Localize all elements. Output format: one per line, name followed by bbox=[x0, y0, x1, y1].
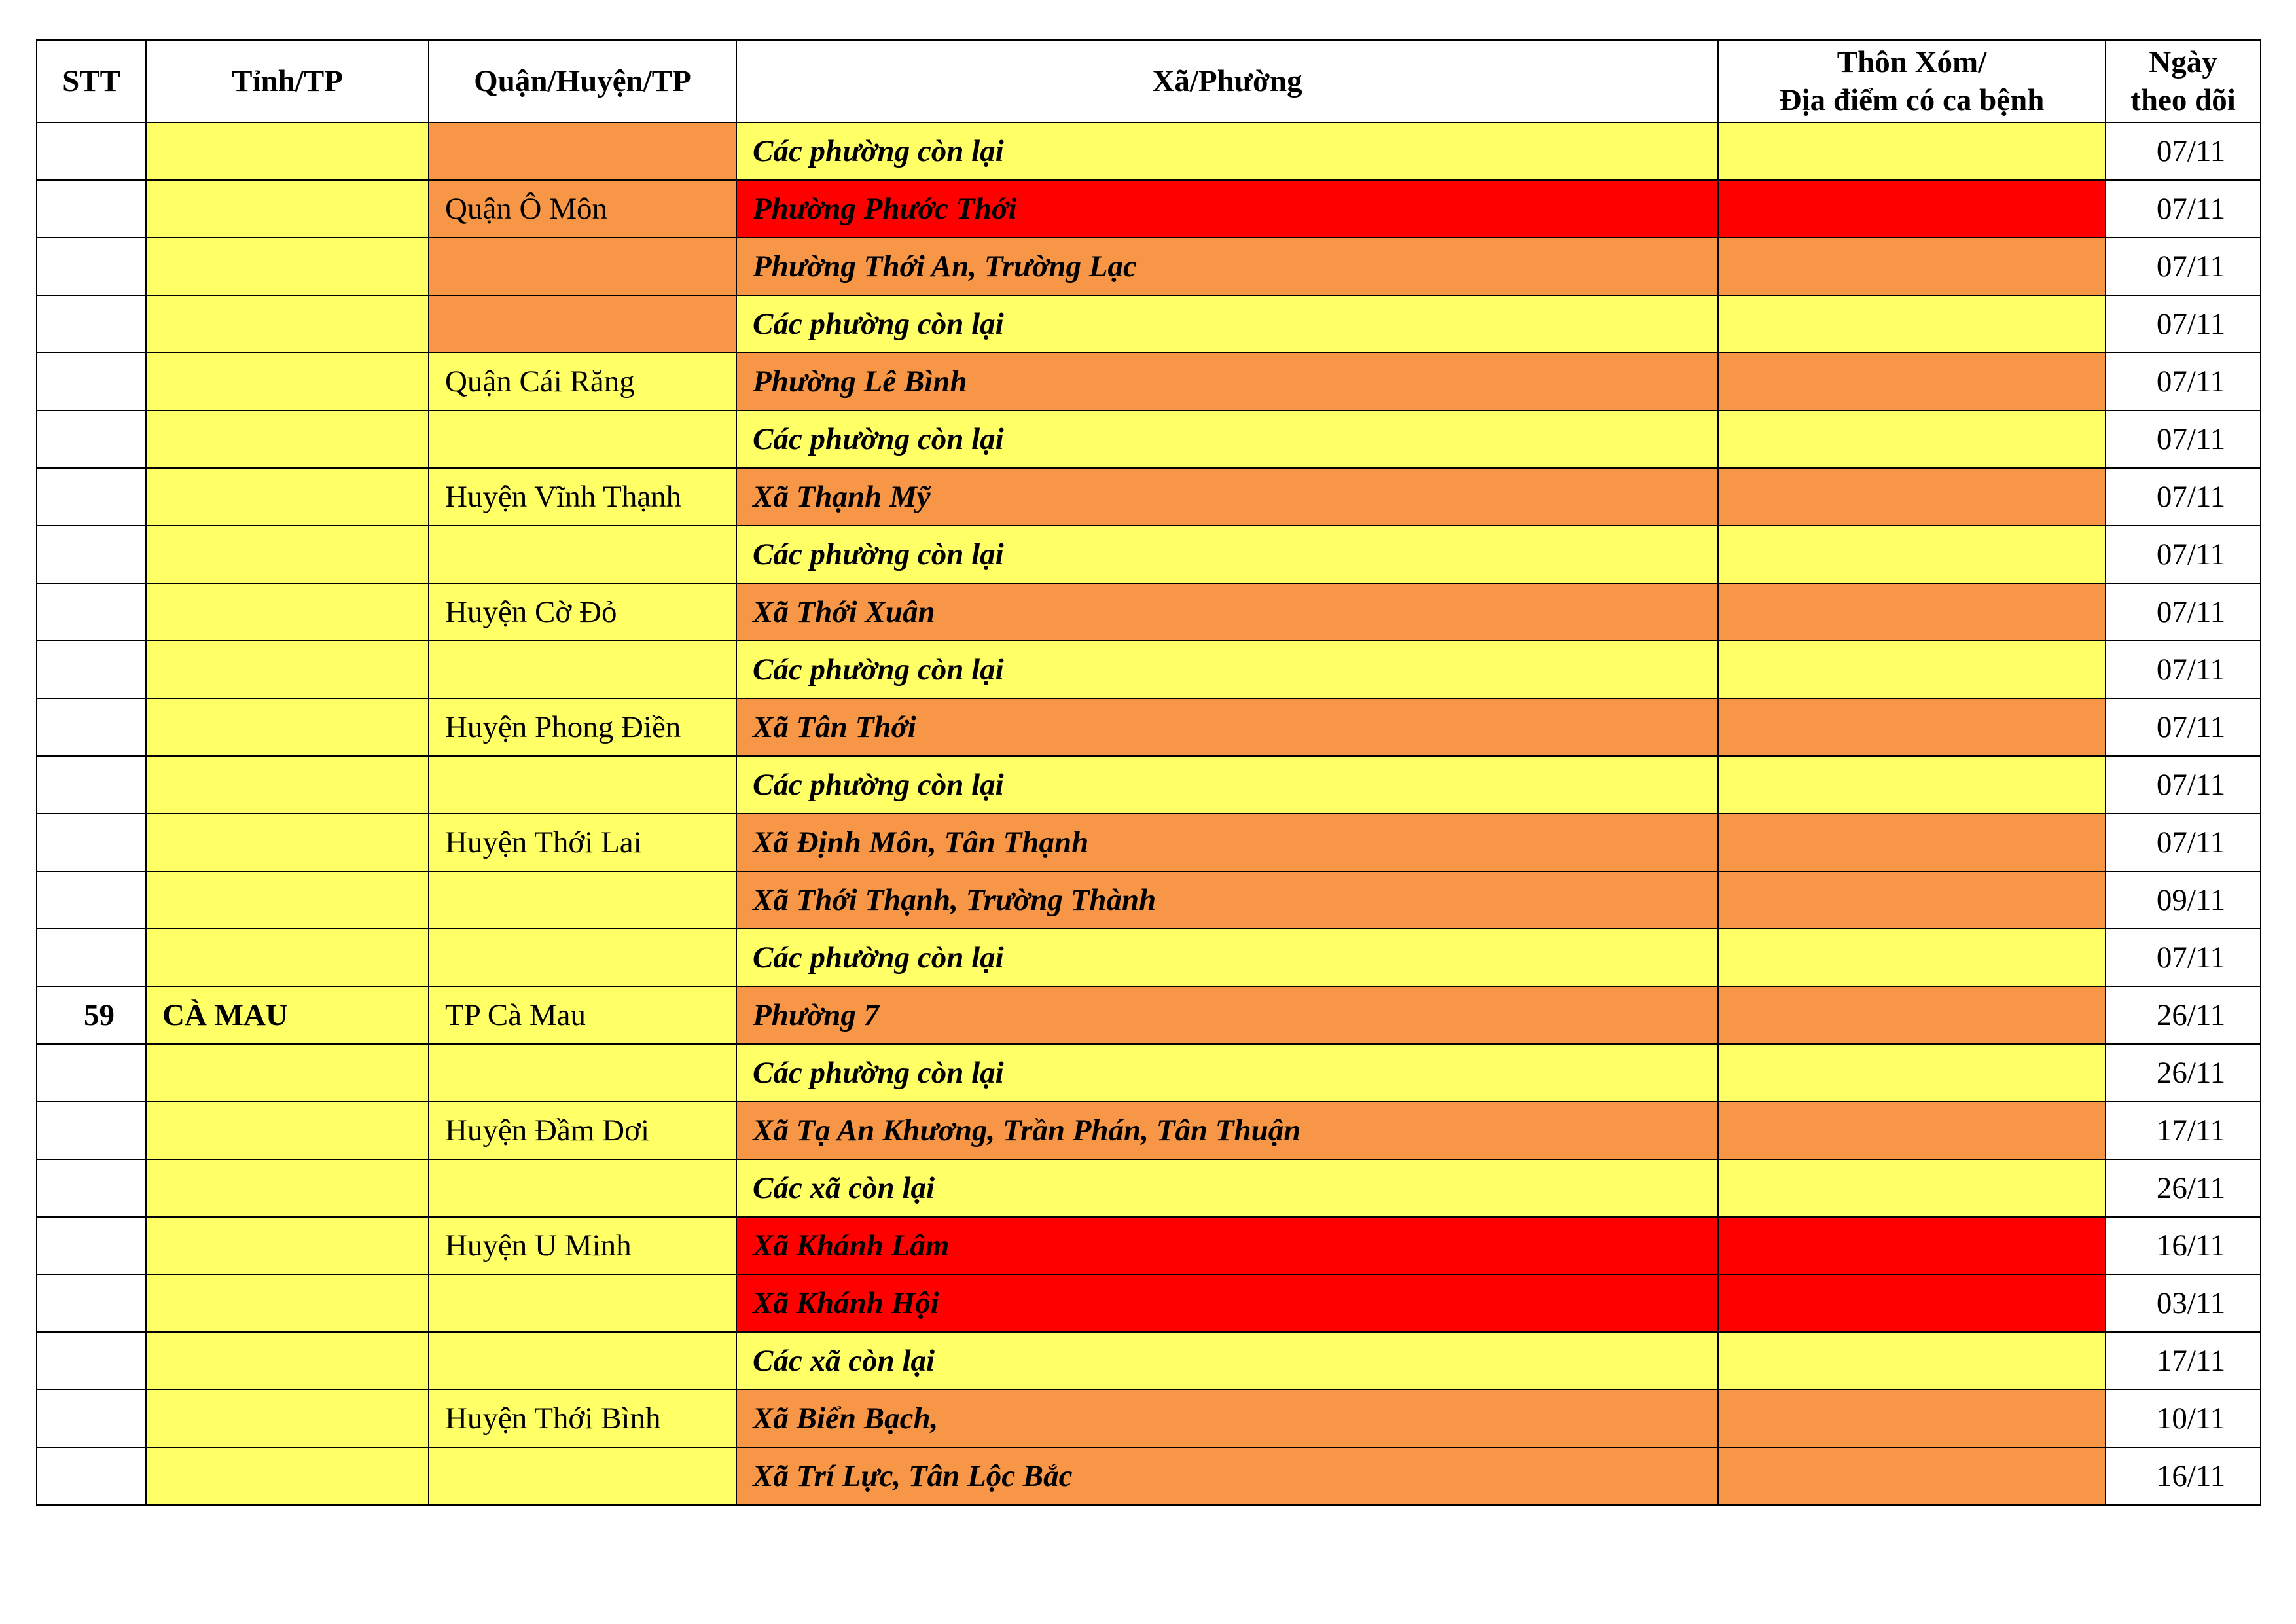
cell-province bbox=[146, 583, 429, 641]
cell-ward: Phường Thới An, Trường Lạc bbox=[736, 238, 1718, 295]
cell-stt bbox=[37, 410, 146, 468]
cell-stt bbox=[37, 295, 146, 353]
table-row bbox=[37, 1390, 2261, 1447]
cell-date: 07/11 bbox=[2106, 526, 2261, 583]
cell-stt bbox=[37, 353, 146, 410]
cell-stt bbox=[37, 1447, 146, 1505]
cell-district bbox=[429, 526, 736, 583]
table-row bbox=[37, 698, 2261, 756]
cell-hamlet bbox=[1718, 583, 2106, 641]
cell-province bbox=[146, 295, 429, 353]
cell-date: 16/11 bbox=[2106, 1447, 2261, 1505]
header-province: Tỉnh/TP bbox=[146, 40, 429, 122]
cell-ward: Các phường còn lại bbox=[736, 929, 1718, 986]
header-hamlet-line2: Địa điểm có ca bệnh bbox=[1779, 83, 2045, 117]
cell-stt bbox=[37, 814, 146, 871]
table-row bbox=[37, 1044, 2261, 1102]
cell-district bbox=[429, 410, 736, 468]
cell-stt bbox=[37, 1044, 146, 1102]
cell-hamlet bbox=[1718, 1332, 2106, 1390]
cell-hamlet bbox=[1718, 353, 2106, 410]
cell-hamlet bbox=[1718, 1044, 2106, 1102]
cell-date: 07/11 bbox=[2106, 295, 2261, 353]
cell-hamlet bbox=[1718, 814, 2106, 871]
cell-ward: Phường Lê Bình bbox=[736, 353, 1718, 410]
cell-district: Quận Ô Môn bbox=[429, 180, 736, 238]
cell-hamlet bbox=[1718, 1159, 2106, 1217]
header-stt: STT bbox=[37, 40, 146, 122]
table-row bbox=[37, 122, 2261, 180]
table-row bbox=[37, 641, 2261, 698]
table-row bbox=[37, 929, 2261, 986]
cell-date: 26/11 bbox=[2106, 986, 2261, 1044]
cell-ward: Xã Khánh Hội bbox=[736, 1274, 1718, 1332]
header-row bbox=[37, 40, 2261, 122]
cell-hamlet bbox=[1718, 1390, 2106, 1447]
table-row bbox=[37, 526, 2261, 583]
cell-hamlet bbox=[1718, 468, 2106, 526]
cell-date: 07/11 bbox=[2106, 756, 2261, 814]
table-row bbox=[37, 180, 2261, 238]
cell-ward: Xã Tân Thới bbox=[736, 698, 1718, 756]
table-row bbox=[37, 756, 2261, 814]
cell-hamlet bbox=[1718, 871, 2106, 929]
table-row bbox=[37, 1217, 2261, 1274]
cell-district: Huyện Đầm Dơi bbox=[429, 1102, 736, 1159]
cell-date: 17/11 bbox=[2106, 1332, 2261, 1390]
cell-district: Quận Cái Răng bbox=[429, 353, 736, 410]
table-row bbox=[37, 238, 2261, 295]
cell-district: Huyện Vĩnh Thạnh bbox=[429, 468, 736, 526]
table-row bbox=[37, 295, 2261, 353]
cell-date: 07/11 bbox=[2106, 814, 2261, 871]
cell-province bbox=[146, 410, 429, 468]
cell-ward: Các phường còn lại bbox=[736, 295, 1718, 353]
cell-province bbox=[146, 526, 429, 583]
cell-district bbox=[429, 238, 736, 295]
cell-date: 07/11 bbox=[2106, 698, 2261, 756]
table-row bbox=[37, 871, 2261, 929]
cell-hamlet bbox=[1718, 756, 2106, 814]
cell-district: Huyện Thới Bình bbox=[429, 1390, 736, 1447]
cell-stt bbox=[37, 526, 146, 583]
cell-stt bbox=[37, 583, 146, 641]
header-date-line2: theo dõi bbox=[2130, 83, 2236, 117]
cell-province bbox=[146, 1044, 429, 1102]
header-hamlet bbox=[1718, 40, 2106, 122]
cell-ward: Xã Thạnh Mỹ bbox=[736, 468, 1718, 526]
cell-date: 16/11 bbox=[2106, 1217, 2261, 1274]
cell-hamlet bbox=[1718, 641, 2106, 698]
cell-date: 07/11 bbox=[2106, 180, 2261, 238]
cell-date: 07/11 bbox=[2106, 410, 2261, 468]
cell-stt bbox=[37, 468, 146, 526]
header-ward: Xã/Phường bbox=[736, 40, 1718, 122]
cell-hamlet bbox=[1718, 929, 2106, 986]
cell-stt bbox=[37, 1332, 146, 1390]
cell-ward: Xã Khánh Lâm bbox=[736, 1217, 1718, 1274]
cell-hamlet bbox=[1718, 1447, 2106, 1505]
cell-district: Huyện U Minh bbox=[429, 1217, 736, 1274]
cell-district: Huyện Thới Lai bbox=[429, 814, 736, 871]
cell-date: 09/11 bbox=[2106, 871, 2261, 929]
cell-ward: Các xã còn lại bbox=[736, 1159, 1718, 1217]
cell-district bbox=[429, 1332, 736, 1390]
table-row bbox=[37, 1102, 2261, 1159]
cell-district bbox=[429, 295, 736, 353]
table-row bbox=[37, 1159, 2261, 1217]
cell-ward: Các xã còn lại bbox=[736, 1332, 1718, 1390]
cell-hamlet bbox=[1718, 698, 2106, 756]
cell-ward: Các phường còn lại bbox=[736, 1044, 1718, 1102]
header-district: Quận/Huyện/TP bbox=[429, 40, 736, 122]
cell-hamlet bbox=[1718, 1274, 2106, 1332]
cell-ward: Phường 7 bbox=[736, 986, 1718, 1044]
table-row bbox=[37, 468, 2261, 526]
outbreak-table bbox=[36, 39, 2261, 1506]
table-row bbox=[37, 410, 2261, 468]
cell-date: 03/11 bbox=[2106, 1274, 2261, 1332]
cell-date: 10/11 bbox=[2106, 1390, 2261, 1447]
cell-stt bbox=[37, 180, 146, 238]
cell-district bbox=[429, 756, 736, 814]
cell-hamlet bbox=[1718, 180, 2106, 238]
cell-stt bbox=[37, 641, 146, 698]
cell-province bbox=[146, 1390, 429, 1447]
cell-date: 26/11 bbox=[2106, 1159, 2261, 1217]
cell-ward: Các phường còn lại bbox=[736, 641, 1718, 698]
cell-date: 07/11 bbox=[2106, 641, 2261, 698]
cell-province bbox=[146, 122, 429, 180]
cell-stt bbox=[37, 122, 146, 180]
cell-date: 07/11 bbox=[2106, 468, 2261, 526]
cell-hamlet bbox=[1718, 1217, 2106, 1274]
cell-hamlet bbox=[1718, 1102, 2106, 1159]
table-row bbox=[37, 1332, 2261, 1390]
cell-stt: 59 bbox=[37, 986, 146, 1044]
cell-province bbox=[146, 1332, 429, 1390]
table-row bbox=[37, 986, 2261, 1044]
cell-district bbox=[429, 122, 736, 180]
cell-district bbox=[429, 871, 736, 929]
cell-stt bbox=[37, 1274, 146, 1332]
cell-date: 26/11 bbox=[2106, 1044, 2261, 1102]
cell-province bbox=[146, 1274, 429, 1332]
cell-district: Huyện Phong Điền bbox=[429, 698, 736, 756]
cell-hamlet bbox=[1718, 410, 2106, 468]
cell-province bbox=[146, 871, 429, 929]
cell-ward: Xã Thới Thạnh, Trường Thành bbox=[736, 871, 1718, 929]
cell-ward: Các phường còn lại bbox=[736, 410, 1718, 468]
cell-province bbox=[146, 1447, 429, 1505]
cell-province bbox=[146, 1217, 429, 1274]
cell-district: Huyện Cờ Đỏ bbox=[429, 583, 736, 641]
header-hamlet-line1: Thôn Xóm/ bbox=[1837, 45, 1987, 79]
cell-province bbox=[146, 929, 429, 986]
cell-stt bbox=[37, 756, 146, 814]
header-date bbox=[2106, 40, 2261, 122]
cell-hamlet bbox=[1718, 122, 2106, 180]
cell-province bbox=[146, 814, 429, 871]
cell-district bbox=[429, 1159, 736, 1217]
cell-province bbox=[146, 1159, 429, 1217]
cell-province bbox=[146, 1102, 429, 1159]
cell-ward: Xã Định Môn, Tân Thạnh bbox=[736, 814, 1718, 871]
cell-province bbox=[146, 238, 429, 295]
cell-stt bbox=[37, 1217, 146, 1274]
cell-district bbox=[429, 1274, 736, 1332]
cell-date: 07/11 bbox=[2106, 353, 2261, 410]
cell-date: 07/11 bbox=[2106, 238, 2261, 295]
cell-district bbox=[429, 929, 736, 986]
cell-province bbox=[146, 353, 429, 410]
cell-province bbox=[146, 180, 429, 238]
cell-stt bbox=[37, 698, 146, 756]
cell-ward: Xã Trí Lực, Tân Lộc Bắc bbox=[736, 1447, 1718, 1505]
cell-date: 17/11 bbox=[2106, 1102, 2261, 1159]
cell-district bbox=[429, 1447, 736, 1505]
cell-district bbox=[429, 1044, 736, 1102]
cell-province bbox=[146, 756, 429, 814]
table-row bbox=[37, 814, 2261, 871]
cell-stt bbox=[37, 929, 146, 986]
cell-hamlet bbox=[1718, 238, 2106, 295]
cell-date: 07/11 bbox=[2106, 583, 2261, 641]
cell-district bbox=[429, 641, 736, 698]
cell-province: CÀ MAU bbox=[146, 986, 429, 1044]
table-row bbox=[37, 353, 2261, 410]
cell-ward: Các phường còn lại bbox=[736, 756, 1718, 814]
cell-ward: Xã Biển Bạch, bbox=[736, 1390, 1718, 1447]
cell-district: TP Cà Mau bbox=[429, 986, 736, 1044]
header-date-line1: Ngày bbox=[2149, 45, 2217, 79]
table-row bbox=[37, 583, 2261, 641]
cell-ward: Các phường còn lại bbox=[736, 122, 1718, 180]
cell-stt bbox=[37, 1159, 146, 1217]
cell-date: 07/11 bbox=[2106, 122, 2261, 180]
cell-stt bbox=[37, 1102, 146, 1159]
cell-province bbox=[146, 468, 429, 526]
cell-hamlet bbox=[1718, 295, 2106, 353]
cell-ward: Xã Tạ An Khương, Trần Phán, Tân Thuận bbox=[736, 1102, 1718, 1159]
cell-ward: Xã Thới Xuân bbox=[736, 583, 1718, 641]
cell-date: 07/11 bbox=[2106, 929, 2261, 986]
cell-province bbox=[146, 698, 429, 756]
cell-hamlet bbox=[1718, 986, 2106, 1044]
cell-ward: Phường Phước Thới bbox=[736, 180, 1718, 238]
cell-stt bbox=[37, 871, 146, 929]
table-row bbox=[37, 1274, 2261, 1332]
cell-province bbox=[146, 641, 429, 698]
table-row bbox=[37, 1447, 2261, 1505]
cell-stt bbox=[37, 238, 146, 295]
cell-ward: Các phường còn lại bbox=[736, 526, 1718, 583]
cell-stt bbox=[37, 1390, 146, 1447]
cell-hamlet bbox=[1718, 526, 2106, 583]
